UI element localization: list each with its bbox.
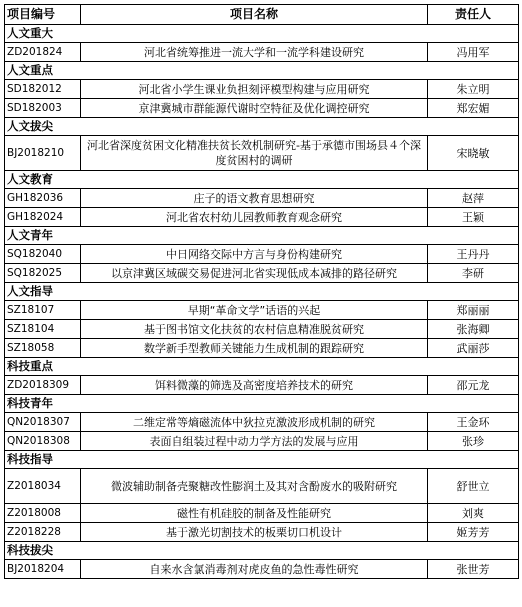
project-code-cell: QN2018308	[5, 432, 81, 451]
section-row	[5, 358, 519, 376]
project-code-cell: Z2018228	[5, 523, 81, 542]
project-name-cell: 微波辅助制备壳聚糖改性膨润土及其对含酚废水的吸附研究	[81, 469, 428, 504]
responsible-person-cell: 刘爽	[428, 504, 519, 523]
section-row	[5, 283, 519, 301]
header-project-name: 项目名称	[81, 5, 428, 25]
project-code-cell: ZD2018309	[5, 376, 81, 395]
project-code-cell: Z2018008	[5, 504, 81, 523]
table-row	[5, 432, 519, 451]
project-name-cell: 数学新手型教师关键能力生成机制的跟踪研究	[81, 339, 428, 358]
project-name-cell: 基于激光切割技术的板栗切口机设计	[81, 523, 428, 542]
responsible-person-cell: 张世芳	[428, 560, 519, 579]
section-row	[5, 62, 519, 80]
responsible-person-cell: 郑宏媚	[428, 99, 519, 118]
project-name-cell: 饵料微藻的筛选及高密度培养技术的研究	[81, 376, 428, 395]
table-row	[5, 339, 519, 358]
project-code-cell: Z2018034	[5, 469, 81, 504]
project-code-cell: SQ182025	[5, 264, 81, 283]
section-row	[5, 171, 519, 189]
table-row	[5, 413, 519, 432]
project-name-cell: 河北省农村幼儿园教师教育观念研究	[81, 208, 428, 227]
responsible-person-cell: 姬芳芳	[428, 523, 519, 542]
project-code-cell: ZD201824	[5, 43, 81, 62]
project-code-cell: SZ18107	[5, 301, 81, 320]
project-code-cell: SQ182040	[5, 245, 81, 264]
table-row	[5, 80, 519, 99]
project-code-cell: SZ18058	[5, 339, 81, 358]
project-code-cell: GH182024	[5, 208, 81, 227]
header-project-code: 项目编号	[5, 5, 81, 25]
section-row	[5, 227, 519, 245]
section-label: 人文教育	[5, 171, 519, 189]
table-row	[5, 208, 519, 227]
project-name-cell: 庄子的语文教育思想研究	[81, 189, 428, 208]
project-name-cell: 河北省统筹推进一流大学和一流学科建设研究	[81, 43, 428, 62]
section-label: 人文指导	[5, 283, 519, 301]
section-label: 科技指导	[5, 451, 519, 469]
section-row	[5, 118, 519, 136]
project-code-cell: SZ18104	[5, 320, 81, 339]
project-name-cell: 自来水含氯消毒剂对虎皮鱼的急性毒性研究	[81, 560, 428, 579]
table-row	[5, 43, 519, 62]
table-row	[5, 504, 519, 523]
responsible-person-cell: 王颖	[428, 208, 519, 227]
responsible-person-cell: 王丹丹	[428, 245, 519, 264]
responsible-person-cell: 宋晓敏	[428, 136, 519, 171]
project-name-cell: 河北省深度贫困文化精准扶贫长效机制研究-基于承德市围场县４个深度贫困村的调研	[81, 136, 428, 171]
header-responsible-person: 责任人	[428, 5, 519, 25]
section-label: 人文重大	[5, 25, 519, 43]
project-code-cell: GH182036	[5, 189, 81, 208]
section-row	[5, 451, 519, 469]
project-code-cell: BJ2018204	[5, 560, 81, 579]
project-table-body	[5, 5, 519, 579]
project-name-cell: 二维定常等熵磁流体中狄拉克激波形成机制的研究	[81, 413, 428, 432]
project-name-cell: 基于图书馆文化扶贫的农村信息精准脱贫研究	[81, 320, 428, 339]
responsible-person-cell: 王金环	[428, 413, 519, 432]
responsible-person-cell: 舒世立	[428, 469, 519, 504]
project-name-cell: 磁性有机硅胶的制备及性能研究	[81, 504, 428, 523]
section-row	[5, 25, 519, 43]
project-code-cell: BJ2018210	[5, 136, 81, 171]
section-row	[5, 395, 519, 413]
project-code-cell: SD182003	[5, 99, 81, 118]
table-row	[5, 189, 519, 208]
table-header-row	[5, 5, 519, 25]
responsible-person-cell: 武丽莎	[428, 339, 519, 358]
table-row	[5, 469, 519, 504]
table-row	[5, 523, 519, 542]
responsible-person-cell: 张海卿	[428, 320, 519, 339]
project-code-cell: QN2018307	[5, 413, 81, 432]
project-name-cell: 早期“革命文学”话语的兴起	[81, 301, 428, 320]
project-name-cell: 以京津冀区域碳交易促进河北省实现低成本减排的路径研究	[81, 264, 428, 283]
responsible-person-cell: 赵萍	[428, 189, 519, 208]
project-table	[4, 4, 519, 579]
responsible-person-cell: 张珍	[428, 432, 519, 451]
section-label: 人文重点	[5, 62, 519, 80]
section-label: 科技拔尖	[5, 542, 519, 560]
table-row	[5, 245, 519, 264]
section-label: 科技重点	[5, 358, 519, 376]
responsible-person-cell: 邵元龙	[428, 376, 519, 395]
table-row	[5, 264, 519, 283]
section-label: 人文青年	[5, 227, 519, 245]
project-name-cell: 京津冀城市群能源代谢时空特征及优化调控研究	[81, 99, 428, 118]
table-row	[5, 376, 519, 395]
table-row	[5, 301, 519, 320]
responsible-person-cell: 冯用军	[428, 43, 519, 62]
table-row	[5, 320, 519, 339]
table-row	[5, 99, 519, 118]
section-row	[5, 542, 519, 560]
project-table-sheet	[4, 4, 518, 579]
section-label: 科技青年	[5, 395, 519, 413]
section-label: 人文拔尖	[5, 118, 519, 136]
project-name-cell: 河北省小学生课业负担刻评模型构建与应用研究	[81, 80, 428, 99]
project-name-cell: 表面自组装过程中动力学方法的发展与应用	[81, 432, 428, 451]
responsible-person-cell: 郑丽丽	[428, 301, 519, 320]
responsible-person-cell: 李研	[428, 264, 519, 283]
table-row	[5, 136, 519, 171]
project-name-cell: 中日网络交际中方言与身份构建研究	[81, 245, 428, 264]
project-code-cell: SD182012	[5, 80, 81, 99]
table-row	[5, 560, 519, 579]
responsible-person-cell: 朱立明	[428, 80, 519, 99]
